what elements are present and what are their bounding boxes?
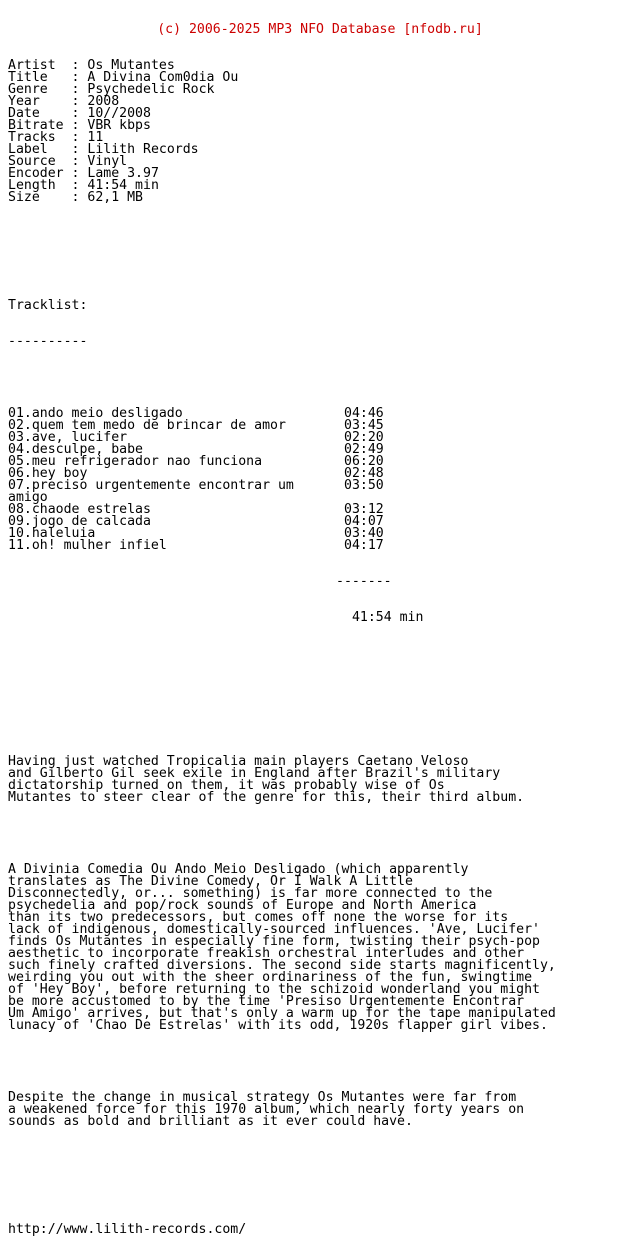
- info-key: Year: [8, 94, 72, 109]
- review-paragraph-1: [8, 756, 640, 804]
- review-line: a weakened force for this 1970 album, which nearly forty years on: [8, 1102, 525, 1117]
- info-value: Psychedelic Rock: [87, 82, 215, 97]
- track-name: 07.preciso urgentemente encontrar um: [8, 478, 294, 493]
- review-line: weirding you out with the sheer ordinariness of the fun, swingtime: [8, 970, 533, 985]
- track-time: 03:12: [344, 502, 384, 517]
- info-separator: :: [71, 142, 88, 157]
- track-name: 09.jogo de calcada: [8, 514, 151, 529]
- info-value: VBR kbps: [87, 118, 151, 133]
- tracklist: [8, 408, 640, 552]
- info-separator: :: [71, 70, 88, 85]
- review-line: and Gilberto Gil seek exile in England after Brazil's military: [8, 766, 501, 781]
- info-separator: :: [71, 82, 88, 97]
- info-key: Bitrate: [8, 118, 72, 133]
- info-value: Lilith Records: [87, 142, 199, 157]
- review-line: sounds as bold and brilliant as it ever could have.: [8, 1114, 413, 1129]
- info-row: [8, 192, 640, 204]
- info-separator: :: [71, 106, 88, 121]
- info-key: Title: [8, 70, 72, 85]
- review-line: Having just watched Tropicalia main players Caetano Veloso: [8, 754, 469, 769]
- info-separator: :: [71, 94, 88, 109]
- blank-line: [8, 720, 640, 732]
- blank-line: [8, 648, 640, 660]
- info-value: Lame 3.97: [87, 166, 159, 181]
- info-key: Artist: [8, 58, 72, 73]
- track-row: [8, 516, 640, 528]
- info-value: 2008: [87, 94, 120, 109]
- review-line: finds Os Mutantes in especially fine form, twisting their psych-pop: [8, 934, 540, 949]
- review-line: Disconnectedly, or... something) is far more connected to the: [8, 886, 493, 901]
- track-name: 01.ando meio desligado: [8, 406, 183, 421]
- total-time-row: [8, 612, 640, 624]
- info-value: Vinyl: [87, 154, 128, 169]
- track-time: 02:48: [344, 466, 384, 481]
- review-line: such finely crafted diversions. The second side starts magnificently,: [8, 958, 556, 973]
- blank-line: [8, 1152, 640, 1164]
- review-line: lunacy of 'Chao De Estrelas' with its odd, 1920s flapper girl vibes.: [8, 1018, 548, 1033]
- info-block: [8, 60, 640, 204]
- review-line: A Divinia Comedia Ou Ando Meio Desligado (which apparently: [8, 862, 469, 877]
- total-time: 41:54 min: [344, 610, 424, 625]
- info-separator: :: [71, 58, 88, 73]
- track-name: 05.meu refrigerador nao funciona: [8, 454, 263, 469]
- review-line: of 'Hey Boy', before returning to the schizoid wonderland you might: [8, 982, 540, 997]
- info-value: 10//2008: [87, 106, 151, 121]
- info-value: A Divina Com0dia Ou: [87, 70, 239, 85]
- review-line: psychedelia and pop/rock sounds of Europe and North America: [8, 898, 477, 913]
- review-paragraph-2: [8, 864, 640, 1032]
- review-line: Um Amigo' arrives, but that's only a warm up for the tape manipulated: [8, 1006, 556, 1021]
- info-key: Encoder: [8, 166, 72, 181]
- info-key: Genre: [8, 82, 72, 97]
- info-key: Label: [8, 142, 72, 157]
- track-row: [8, 480, 640, 492]
- info-separator: :: [71, 178, 88, 193]
- review-line: than its two predecessors, but comes off none the worse for its: [8, 910, 509, 925]
- total-divider: -------: [336, 574, 392, 589]
- review-line: Mutantes to steer clear of the genre for this, their third album.: [8, 790, 525, 805]
- blank-line: [8, 684, 640, 696]
- blank-line: [8, 1188, 640, 1200]
- info-value: Os Mutantes: [87, 58, 175, 73]
- info-key: Date: [8, 106, 72, 121]
- track-time: 02:20: [344, 430, 384, 445]
- track-name: 08.chaode estrelas: [8, 502, 151, 517]
- blank-line: [8, 228, 640, 240]
- review-line: be more accustomed to by the time 'Presiso Urgentemente Encontrar: [8, 994, 525, 1009]
- track-name: amigo: [8, 490, 48, 505]
- tracklist-title: Tracklist:: [8, 298, 88, 313]
- track-name: 11.oh! mulher infiel: [8, 538, 167, 553]
- info-key: Tracks: [8, 130, 72, 145]
- track-time: 06:20: [344, 454, 384, 469]
- info-key: Length: [8, 178, 72, 193]
- info-key: Size: [8, 190, 72, 205]
- info-key: Source: [8, 154, 72, 169]
- track-row: [8, 540, 640, 552]
- track-name: 04.desculpe, babe: [8, 442, 143, 457]
- info-separator: :: [71, 130, 88, 145]
- info-separator: :: [71, 166, 88, 181]
- track-time: 02:49: [344, 442, 384, 457]
- review-line: dictatorship turned on them, it was probably wise of Os: [8, 778, 445, 793]
- info-separator: :: [71, 154, 88, 169]
- blank-line: [8, 372, 640, 384]
- tracklist-underline: ----------: [8, 334, 88, 349]
- review-line: translates as The Divine Comedy, Or I Walk A Little: [8, 874, 413, 889]
- track-time: 04:07: [344, 514, 384, 529]
- track-name: 06.hey boy: [8, 466, 88, 481]
- review-line: Despite the change in musical strategy Os Mutantes were far from: [8, 1090, 517, 1105]
- site-header[interactable]: (c) 2006-2025 MP3 NFO Database [nfodb.ru]: [157, 22, 483, 37]
- track-time: 04:17: [344, 538, 384, 553]
- track-time: 04:46: [344, 406, 384, 421]
- blank-line: [8, 1056, 640, 1068]
- review-line: aesthetic to incorporate freakish orchestral interludes and other: [8, 946, 525, 961]
- info-value: 41:54 min: [87, 178, 159, 193]
- info-value: 11: [87, 130, 104, 145]
- track-name: 02.quem tem medo de brincar de amor: [8, 418, 286, 433]
- track-row: [8, 456, 640, 468]
- blank-line: [8, 264, 640, 276]
- blank-line: [8, 828, 640, 840]
- review-paragraph-3: [8, 1092, 640, 1128]
- info-separator: :: [71, 190, 88, 205]
- total-divider-row: [8, 576, 640, 588]
- track-name: 10.haleluia: [8, 526, 96, 541]
- track-time: 03:40: [344, 526, 384, 541]
- review-line: lack of indigenous, domestically-sourced influences. 'Ave, Lucifer': [8, 922, 540, 937]
- info-value: 62,1 MB: [87, 190, 143, 205]
- info-separator: :: [71, 118, 88, 133]
- track-time: 03:45: [344, 418, 384, 433]
- track-name: 03.ave, lucifer: [8, 430, 128, 445]
- label-url-link[interactable]: http://www.lilith-records.com/: [8, 1222, 247, 1237]
- track-time: 03:50: [344, 478, 384, 493]
